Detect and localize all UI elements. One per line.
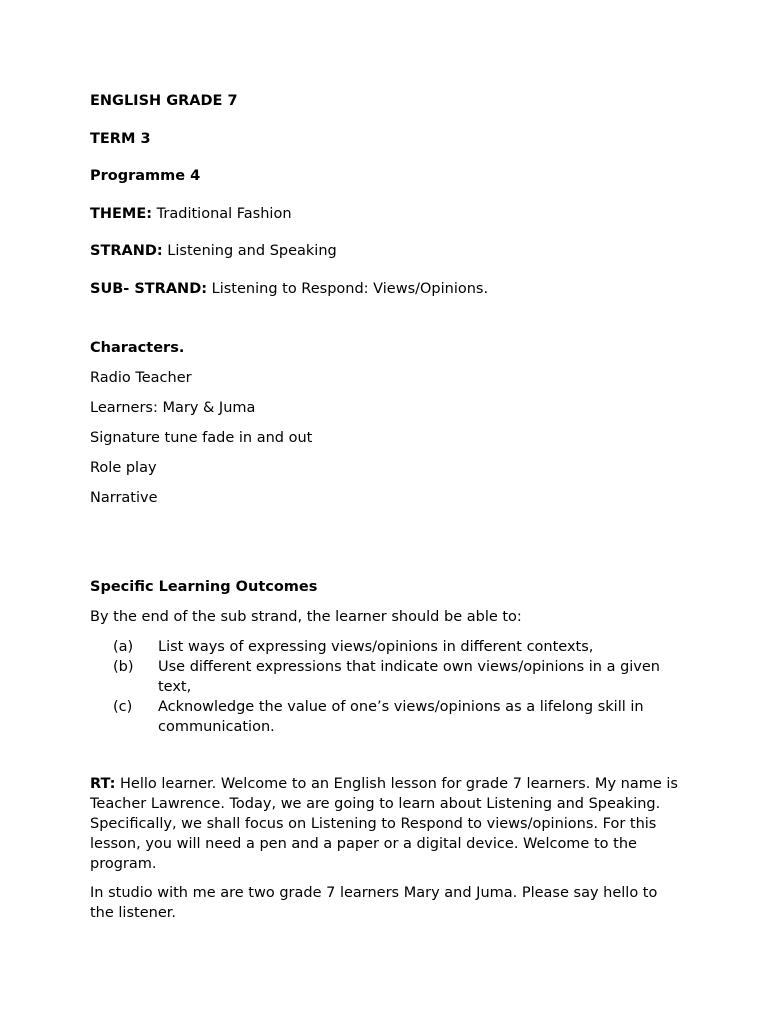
character-item: Narrative [90,490,158,506]
outcome-item [113,657,680,697]
strand-value: Listening and Speaking [162,243,337,259]
outcome-item [113,637,680,657]
outcomes-heading: Specific Learning Outcomes [90,579,318,595]
theme-value: Traditional Fashion [152,206,292,222]
character-item: Radio Teacher [90,370,192,386]
outcome-marker: (c) [113,699,133,715]
substrand-line [90,279,488,299]
strand-label: STRAND: [90,243,163,259]
character-item: Learners: Mary & Juma [90,400,256,416]
outcome-marker: (a) [113,639,134,655]
programme-heading: Programme 4 [90,168,201,184]
studio-paragraph: In studio with me are two grade 7 learners Mary and Juma. Please say hello to the listener. [90,885,658,921]
outcome-marker: (b) [113,659,134,675]
substrand-label: SUB- STRAND: [90,281,208,297]
subject-heading: ENGLISH GRADE 7 [90,93,238,109]
speaker-label: RT: [90,776,116,792]
characters-heading: Characters. [90,340,185,356]
character-item: Role play [90,460,157,476]
outcome-item [113,697,680,737]
term-heading: TERM 3 [90,131,151,147]
rt-intro-paragraph [90,774,680,874]
outcomes-list [113,637,680,737]
outcome-text: Use different expressions that indicate own views/opinions in a given text, [158,659,660,695]
outcomes-intro: By the end of the sub strand, the learner should be able to: [90,609,522,625]
outcome-text: List ways of expressing views/opinions in different contexts, [158,639,594,655]
substrand-value: Listening to Respond: Views/Opinions. [207,281,489,297]
character-item: Signature tune fade in and out [90,430,313,446]
strand-line [90,241,337,261]
rt-intro-text: Hello learner. Welcome to an English lesson for grade 7 learners. My name is Teacher Lawrence. Today, we are going to learn about Listening and Speaking. Specifically, we shall focus on Listening to Respond to views/opinions. For this lesson, you will need a pen and a paper or a digital device. Welcome to the program. [90,776,678,872]
outcome-text: Acknowledge the value of one’s views/opinions as a lifelong skill in communication. [158,699,644,735]
theme-line [90,204,292,224]
theme-label: THEME: [90,206,153,222]
